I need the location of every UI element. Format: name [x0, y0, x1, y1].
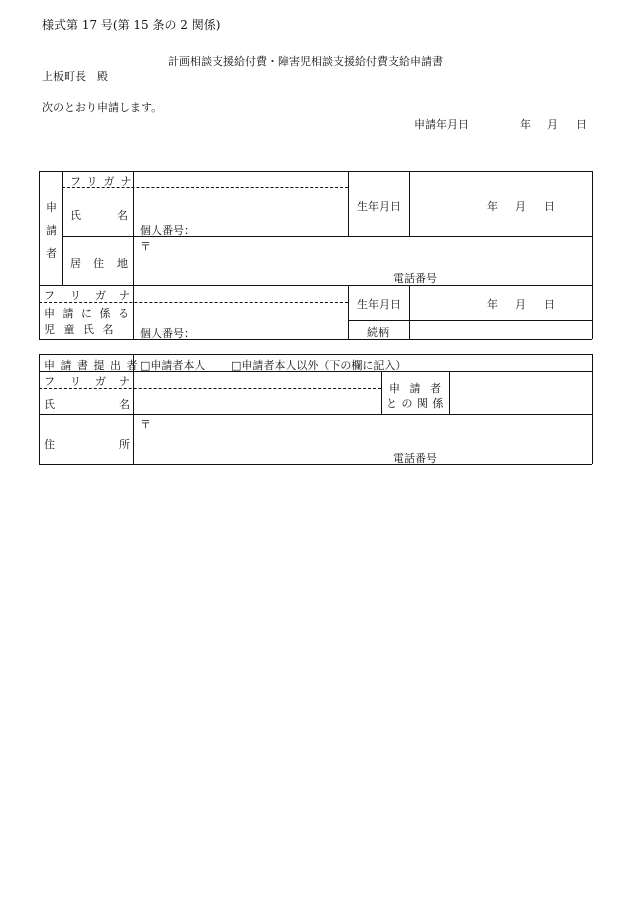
applicant-section-label-3: 者 [46, 247, 57, 260]
applicant-section-label-1: 申 [46, 201, 57, 214]
applicant-furigana-label: フリガナ [70, 175, 138, 188]
intro-text: 次のとおり申請します。 [42, 101, 163, 114]
submitter-address-label-1: 住 [44, 438, 55, 451]
child-name-label-line1: 申 請 に 係 る [44, 307, 131, 320]
child-name-label-line2: 児 童 氏 名 [44, 323, 116, 336]
submitter-relation-label-line2: と の 関 係 [386, 397, 444, 410]
applicant-birthdate-year: 年 [487, 200, 498, 213]
submitter-name-label-1: 氏 [44, 398, 55, 411]
application-date-label: 申請年月日 [414, 118, 469, 131]
submitter-furigana-label-4: ナ [119, 375, 130, 388]
applicant-phone-label: 電話番号 [393, 272, 437, 285]
applicant-personal-number-label: 個人番号： [140, 224, 195, 237]
child-furigana-label-2: リ [70, 289, 81, 302]
child-birthdate-label: 生年月日 [357, 298, 401, 311]
submitter-name-field[interactable] [137, 391, 378, 411]
submitter-furigana-label-2: リ [70, 375, 81, 388]
applicant-name-field[interactable] [137, 190, 345, 220]
submitter-relation-label-line1: 申 請 者 [389, 382, 444, 395]
applicant-postal-mark: 〒 [140, 240, 151, 253]
applicant-birthdate-day: 日 [544, 200, 555, 213]
applicant-furigana-field[interactable] [137, 173, 345, 186]
applicant-section-label-2: 請 [46, 224, 57, 237]
application-date-day: 日 [576, 118, 587, 131]
applicant-birthdate-field[interactable] [412, 173, 589, 233]
addressee: 上板町長 殿 [42, 70, 108, 83]
applicant-address-field[interactable] [152, 238, 588, 268]
submitter-phone-label: 電話番号 [393, 452, 437, 465]
child-furigana-label-3: ガ [95, 289, 106, 302]
applicant-address-label-1: 居 [70, 257, 81, 270]
child-birthdate-year: 年 [487, 298, 498, 311]
child-furigana-label-1: フ [44, 289, 55, 302]
submitter-name-label-2: 名 [119, 398, 130, 411]
child-relationship-label: 続柄 [367, 326, 389, 339]
submitter-furigana-label-3: ガ [95, 375, 106, 388]
application-date-year: 年 [520, 118, 531, 131]
applicant-address-label-2: 住 [93, 257, 104, 270]
child-birthdate-day: 日 [544, 298, 555, 311]
child-birthdate-field[interactable] [412, 287, 589, 318]
submitter-furigana-field[interactable] [137, 373, 378, 386]
form-number: 様式第 17 号(第 15 条の 2 関係) [42, 18, 221, 32]
applicant-name-label-2: 名 [117, 209, 128, 222]
submitter-label: 申 請 書 提 出 者 [44, 359, 139, 372]
submitter-address-field[interactable] [152, 416, 588, 448]
child-furigana-field[interactable] [137, 287, 345, 300]
applicant-birthdate-month: 月 [515, 200, 526, 213]
submitter-option-self-checkbox[interactable]: □申請者本人 [140, 359, 206, 372]
submitter-postal-mark: 〒 [140, 418, 151, 431]
application-date-month: 月 [547, 118, 558, 131]
submitter-relation-field[interactable] [452, 373, 589, 412]
child-birthdate-month: 月 [515, 298, 526, 311]
submitter-option-other-checkbox[interactable]: □申請者本人以外（下の欄に記入） [231, 359, 407, 372]
form-title: 計画相談支援給付費・障害児相談支援給付費支給申請書 [168, 55, 443, 68]
submitter-furigana-label-1: フ [44, 375, 55, 388]
applicant-birthdate-label: 生年月日 [357, 200, 401, 213]
applicant-address-label-3: 地 [117, 257, 128, 270]
submitter-address-label-2: 所 [119, 438, 130, 451]
child-relationship-field[interactable] [412, 322, 589, 337]
child-furigana-label-4: ナ [119, 289, 130, 302]
applicant-name-label-1: 氏 [70, 209, 81, 222]
child-name-field[interactable] [137, 304, 345, 322]
child-personal-number-label: 個人番号： [140, 327, 195, 340]
